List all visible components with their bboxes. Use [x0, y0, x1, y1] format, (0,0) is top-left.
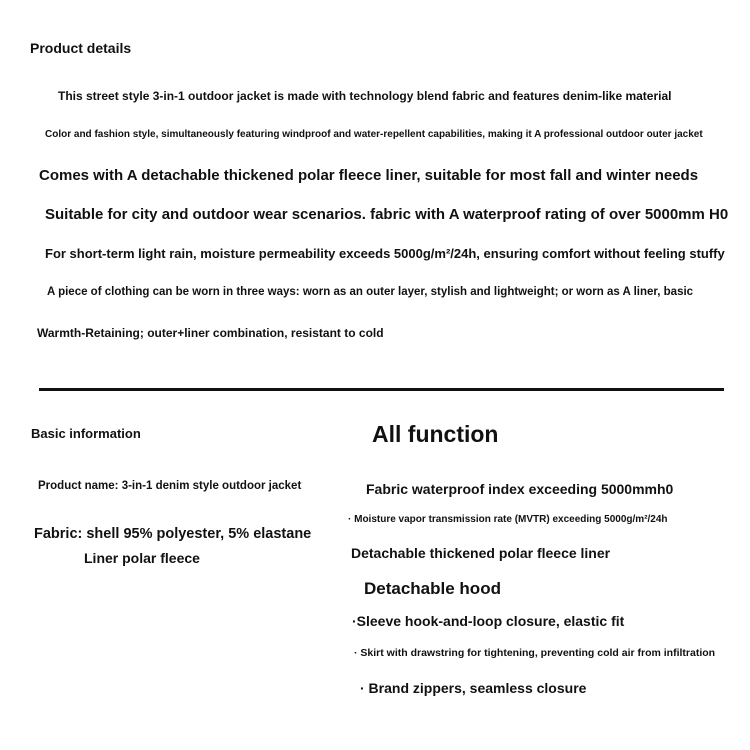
detail-line: This street style 3-in-1 outdoor jacket is made with technology blend fabric and features denim-like material	[58, 89, 672, 103]
function-item: · Skirt with drawstring for tightening, preventing cold air from infiltration	[354, 647, 716, 659]
function-item: · Moisture vapor transmission rate (MVTR) exceeding 5000g/m²/24h	[348, 514, 668, 525]
detail-line: Warmth-Retaining; outer+liner combination, resistant to cold	[37, 326, 384, 340]
product-details-heading: Product details	[30, 40, 132, 56]
function-item: ·Sleeve hook-and-loop closure, elastic fit	[352, 613, 625, 629]
function-item: Detachable thickened polar fleece liner	[351, 545, 611, 561]
detail-line: For short-term light rain, moisture permeability exceeds 5000g/m²/24h, ensuring comfort without feeling stuffy	[45, 246, 725, 261]
function-item: Fabric waterproof index exceeding 5000mmh0	[366, 481, 674, 497]
detail-line: A piece of clothing can be worn in three ways: worn as an outer layer, stylish and lightweight; or worn as A liner, basic	[47, 286, 694, 298]
detail-line: Suitable for city and outdoor wear scenarios. fabric with A waterproof rating of over 5000mm H0	[45, 206, 729, 223]
function-item: Detachable hood	[364, 579, 501, 598]
all-function-heading: All function	[372, 421, 499, 447]
section-divider	[39, 388, 724, 391]
function-item: · Brand zippers, seamless closure	[360, 680, 587, 696]
detail-line: Color and fashion style, simultaneously featuring windproof and water-repellent capabilities, making it A professional outdoor outer jacket	[45, 129, 703, 140]
detail-line: Comes with A detachable thickened polar fleece liner, suitable for most fall and winter needs	[39, 167, 699, 184]
product-name-text: Product name: 3-in-1 denim style outdoor jacket	[38, 480, 302, 492]
liner-text: Liner polar fleece	[84, 550, 200, 566]
fabric-text: Fabric: shell 95% polyester, 5% elastane	[34, 526, 312, 542]
basic-information-heading: Basic information	[31, 426, 141, 441]
